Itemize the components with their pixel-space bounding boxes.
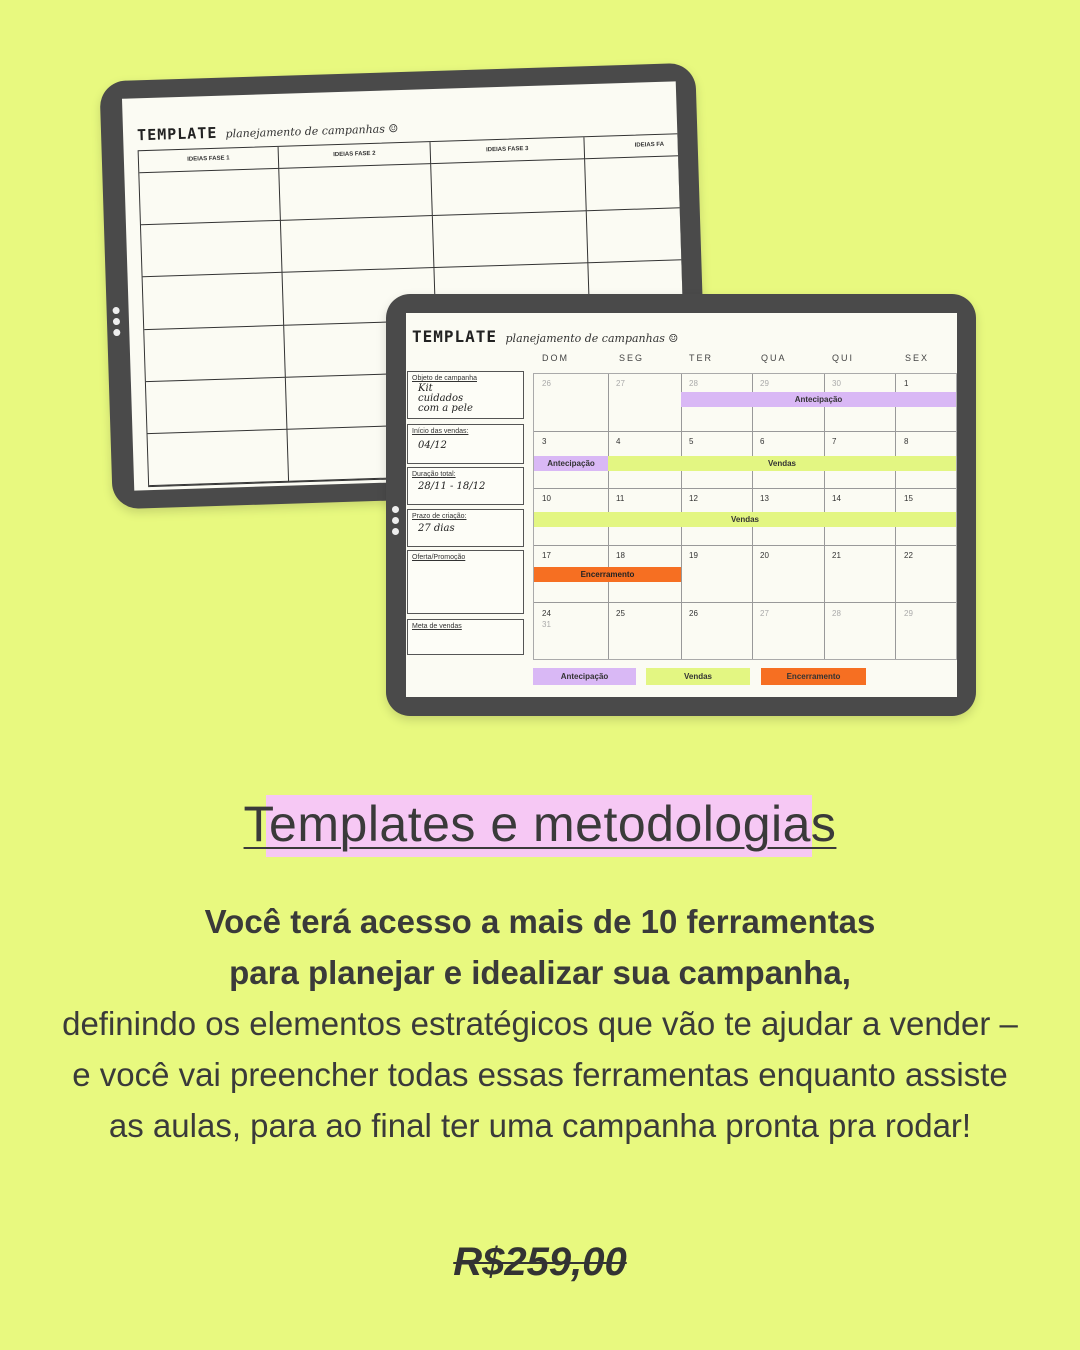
field-label: Prazo de criação: [412,513,467,520]
weekday-header: QUA [761,353,787,363]
calendar-day: 20 [760,551,769,560]
column-header: IDEIAS FASE 1 [139,147,280,173]
field-value: 28/11 - 18/12 [418,481,486,492]
calendar-day: 18 [616,551,625,560]
calendar-day: 17 [542,551,551,560]
legend-vendas: Vendas [646,668,750,685]
calendar-day: 26 [689,609,698,618]
field-value: Kit cuidados com a pele [418,383,473,414]
bar-encerramento: Encerramento [534,567,681,582]
calendar-day: 3 [542,437,547,446]
table-cell [585,156,681,211]
template-subtitle: planejamento de campanhas ☺ [505,332,679,345]
tablet-camera-dots [392,502,400,539]
template-title [412,327,678,347]
table-cell [279,164,433,221]
weekday-header: DOM [542,353,569,363]
calendar-day: 13 [760,494,769,503]
weekday-header: SEG [619,353,645,363]
calendar-day: 21 [832,551,841,560]
calendar-day: 8 [904,437,909,446]
calendar-day: 25 [616,609,625,618]
calendar-day: 10 [542,494,551,503]
calendar-day: 4 [616,437,621,446]
field-total-duration [407,467,524,505]
table-cell [433,211,589,268]
field-sales-start [407,424,524,464]
calendar-day: 1 [904,379,909,388]
calendar-day: 28 [832,609,841,618]
field-creation-deadline [407,509,524,547]
table-cell [143,273,285,330]
calendar-grid [533,373,957,660]
field-label: Meta de vendas [412,623,462,630]
table-cell [431,159,587,216]
calendar-day: 19 [689,551,698,560]
field-value: 27 dias [418,523,455,534]
column-header: IDEIAS FA [584,134,679,159]
section-heading-wrap [0,795,1080,857]
calendar-day: 29 [760,379,769,388]
table-cell [148,430,290,487]
weekday-header: QUI [832,353,855,363]
field-sales-goal [407,619,524,655]
weekday-header: SEX [905,353,930,363]
calendar-day: 26 [542,379,551,388]
calendar-day: 29 [904,609,913,618]
bar-vendas: Vendas [608,456,956,471]
calendar-day: 27 [616,379,625,388]
calendar-day: 28 [689,379,698,388]
legend-encerramento: Encerramento [761,668,866,685]
template-subtitle: planejamento de campanhas ☺ [225,122,399,141]
calendar-day: 6 [760,437,765,446]
calendar-day: 11 [616,494,625,503]
bar-antecipacao: Antecipação [534,456,608,471]
description-bold-line-1: Você terá acesso a mais de 10 ferramentas [204,903,876,940]
field-value: 04/12 [418,440,447,451]
calendar-day: 27 [760,609,769,618]
description-bold-line-2: para planejar e idealizar sua campanha, [229,954,851,991]
section-heading: Templates e metodologias [244,795,837,857]
field-label: Oferta/Promoção [412,554,466,561]
calendar-day: 31 [542,620,551,629]
column-header: IDEIAS FASE 2 [279,142,432,169]
calendar-day: 22 [904,551,913,560]
calendar-day: 12 [689,494,698,503]
old-price: R$259,00 [453,1240,627,1284]
template-title [137,118,399,144]
tablet-screen [406,313,957,697]
column-header: IDEIAS FASE 3 [430,137,585,164]
calendar-day: 15 [904,494,913,503]
table-cell [144,325,286,382]
field-offer [407,550,524,614]
bar-vendas: Vendas [534,512,956,527]
table-cell [587,208,683,263]
calendar-day: 14 [832,494,841,503]
field-label: Duração total: [412,471,456,478]
template-title-text: TEMPLATE [136,123,218,145]
weekday-header: TER [689,353,713,363]
field-campaign-object [407,371,524,419]
description-text: definindo os elementos estratégicos que vão te ajudar a vender – e você vai preencher todas essas ferramentas enquanto assiste as aulas, para ao final ter uma campanha pronta pra rodar! [62,1005,1018,1144]
calendar-day: 30 [832,379,841,388]
tablet-calendar-template [386,294,976,716]
calendar-day: 5 [689,437,694,446]
calendar-day: 24 [542,609,551,618]
bar-antecipacao: Antecipação [681,392,956,407]
field-label: Objeto de campanha [412,375,477,382]
table-cell [141,221,283,278]
tablet-camera-dots [112,303,121,340]
template-title-text: TEMPLATE [412,327,498,346]
table-cell [139,169,281,226]
table-cell [281,216,435,273]
description [60,896,1020,1151]
table-cell [146,377,288,434]
legend-antecipacao: Antecipação [533,668,636,685]
calendar-day: 7 [832,437,837,446]
field-label: Início das vendas: [412,428,469,435]
